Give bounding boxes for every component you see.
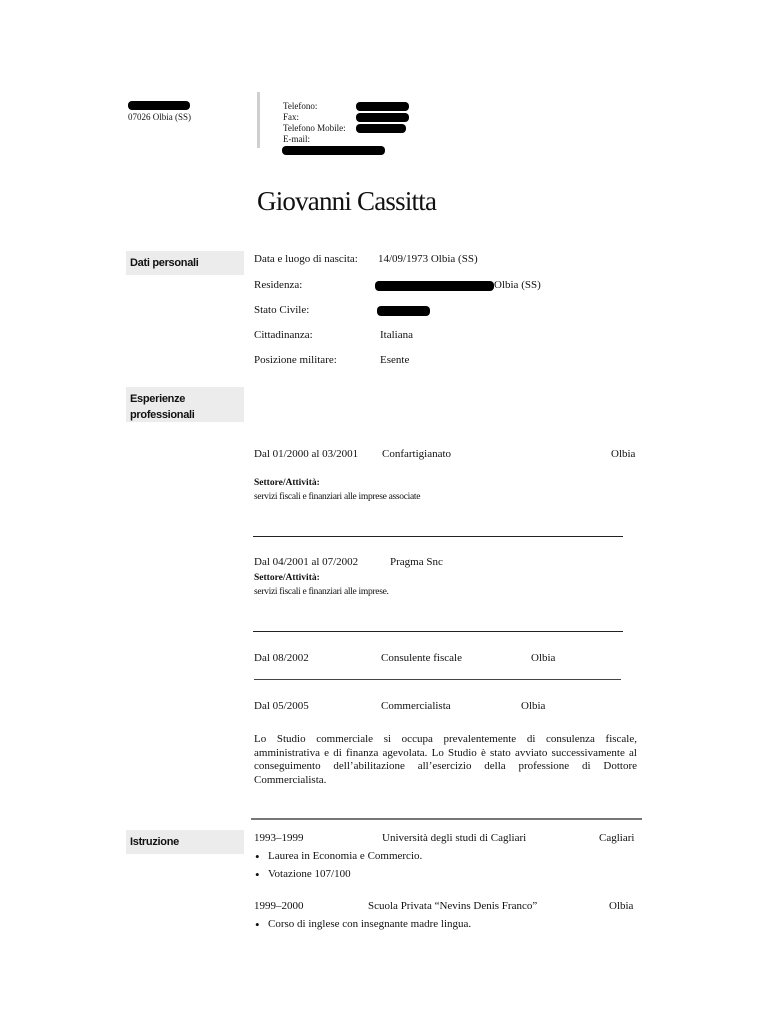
edu1-period: 1993–1999 [254, 832, 304, 844]
job3-city: Olbia [531, 652, 556, 664]
job2-employer: Pragma Snc [390, 556, 443, 568]
header-divider [257, 92, 260, 148]
redacted-civil-status [377, 306, 430, 316]
redacted-mobile [356, 124, 406, 133]
redacted-address [375, 281, 494, 291]
divider-education [251, 818, 642, 820]
military-value: Esente [380, 354, 410, 366]
section-label-personal: Dati personali [126, 251, 244, 275]
email-label: E-mail: [283, 134, 310, 144]
job1-city: Olbia [611, 448, 636, 460]
edu2-period: 1999–2000 [254, 900, 304, 912]
job1-sector-label: Settore/Attività: [254, 478, 320, 488]
job4-city: Olbia [521, 700, 546, 712]
residence-label: Residenza: [254, 279, 303, 291]
fax-label: Fax: [283, 112, 300, 122]
edu1-institution: Università degli studi di Cagliari [382, 832, 527, 844]
birth-value: 14/09/1973 Olbia (SS) [378, 253, 478, 265]
military-label: Posizione militare: [254, 354, 337, 366]
page-title: Giovanni Cassitta [257, 186, 437, 216]
job2-sector-label: Settore/Attività: [254, 573, 320, 583]
edu1-bullet-1: • Laurea in Economia e Commercio. [268, 850, 422, 862]
edu2-bullet-1: • Corso di inglese con insegnante madre lingua. [268, 918, 471, 930]
edu2-institution: Scuola Privata “Nevins Denis Franco” [368, 900, 538, 912]
job4-period: Dal 05/2005 [254, 700, 309, 712]
job4-description: Lo Studio commerciale si occupa prevalentemente di consulenza fiscale, amministrativa e di finanza agevolata. Lo Studio è stato avviato successivamente al conseguimento dell’abilitazione all’esercizio della professione di Dottore Commercialista. [254, 733, 637, 786]
citizenship-label: Cittadinanza: [254, 329, 313, 341]
edu2-city: Olbia [609, 900, 634, 912]
birth-label: Data e luogo di nascita: [254, 253, 358, 265]
job3-employer: Consulente fiscale [381, 652, 462, 664]
redacted-telefono [356, 102, 409, 111]
redacted-email [282, 146, 385, 155]
redacted-fax [356, 113, 409, 122]
job1-employer: Confartigianato [382, 448, 452, 460]
redacted-name [128, 101, 190, 110]
civil-label: Stato Civile: [254, 304, 310, 316]
job2-period: Dal 04/2001 al 07/2002 [254, 556, 359, 568]
residence-value: Olbia (SS) [494, 279, 541, 291]
edu1-bullet-2: • Votazione 107/100 [268, 868, 351, 880]
section-label-education: Istruzione [126, 830, 244, 854]
job1-period: Dal 01/2000 al 03/2001 [254, 448, 359, 460]
mobile-label: Telefono Mobile: [283, 123, 346, 133]
job3-period: Dal 08/2002 [254, 652, 309, 664]
section-label-experience: Esperienze professionali [126, 387, 244, 422]
divider-job2 [253, 631, 623, 632]
telefono-label: Telefono: [283, 101, 318, 111]
divider-job1 [253, 536, 623, 537]
job4-employer: Commercialista [381, 700, 451, 712]
divider-job3 [254, 679, 621, 680]
job2-sector: servizi fiscali e finanziari alle imprese. [254, 587, 389, 597]
edu1-city: Cagliari [599, 832, 635, 844]
citizenship-value: Italiana [380, 329, 413, 341]
address-line: 07026 Olbia (SS) [128, 112, 191, 122]
job1-sector: servizi fiscali e finanziari alle imprese associate [254, 492, 421, 502]
